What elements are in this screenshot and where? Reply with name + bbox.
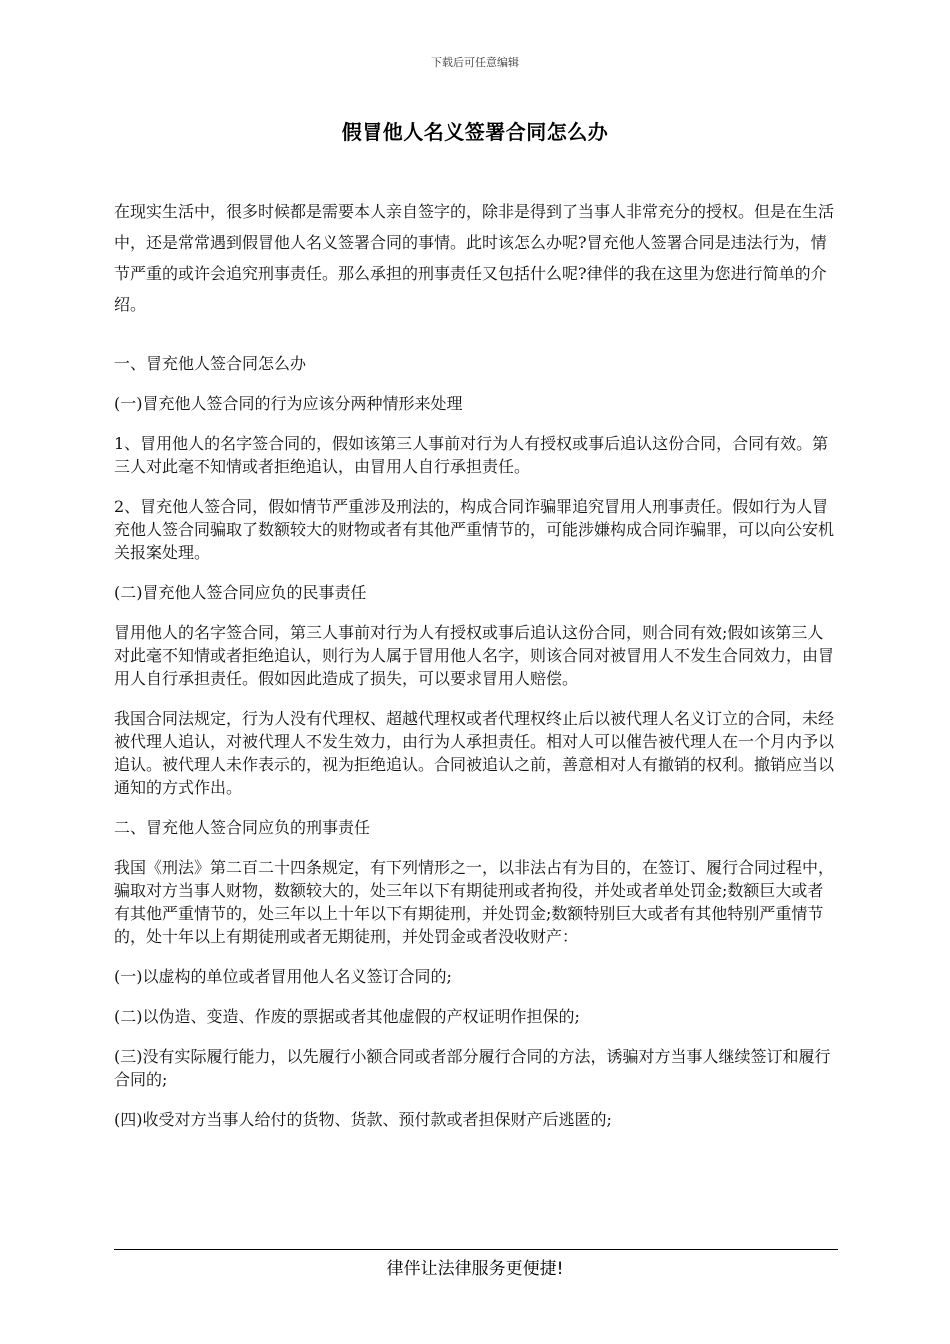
- list-item-1: (一)以虚构的单位或者冒用他人名义签订合同的;: [114, 967, 452, 986]
- document-title: 假冒他人名义签署合同怎么办: [341, 120, 609, 144]
- list-item-3: (三)没有实际履行能力，以先履行小额合同或者部分履行合同的方法，诱骗对方当事人继续签订和履行合同的;: [114, 1047, 831, 1089]
- footer-divider: [114, 1249, 838, 1250]
- header-note: 下载后可任意编辑: [431, 56, 519, 69]
- document-body: [114, 196, 838, 1148]
- subsection-heading-2: (二)冒充他人签合同应负的民事责任: [114, 583, 367, 602]
- paragraph-civil-liability: 冒用他人的名字签合同，第三人事前对行为人有授权或事后追认这份合同，则合同有效;假如该第三人对此毫不知情或者拒绝追认，则行为人属于冒用他人名字，则该合同对被冒用人不发生合同效力，由冒用人自行承担责任。假如因此造成了损失，可以要求冒用人赔偿。: [114, 623, 835, 688]
- paragraph-contract-law: 我国合同法规定，行为人没有代理权、超越代理权或者代理权终止后以被代理人名义订立的合同，未经被代理人追认，对被代理人不发生效力，由行为人承担责任。相对人可以催告被代理人在一个月内予以追认。被代理人未作表示的，视为拒绝追认。合同被追认之前，善意相对人有撤销的权利。撤销应当以通知的方式作出。: [114, 709, 835, 797]
- paragraph-criminal-law: 我国《刑法》第二百二十四条规定，有下列情形之一，以非法占有为目的，在签订、履行合同过程中，骗取对方当事人财物，数额较大的，处三年以下有期徒刑或者拘役，并处或者单处罚金;数额巨大或者有其他严重情节的，处三年以上十年以下有期徒刑，并处罚金;数额特别巨大或者有其他特别严重情节的，处十年以上有期徒刑或者无期徒刑，并处罚金或者没收财产：: [114, 858, 835, 946]
- paragraph-point-2: 2、冒充他人签合同，假如情节严重涉及刑法的，构成合同诈骗罪追究冒用人刑事责任。假如行为人冒充他人签合同骗取了数额较大的财物或者有其他严重情节的，可能涉嫌构成合同诈骗罪，可以向公安机关报案处理。: [114, 497, 835, 562]
- list-item-2: (二)以伪造、变造、作废的票据或者其他虚假的产权证明作担保的;: [114, 1007, 580, 1026]
- intro-paragraph: 在现实生活中，很多时候都是需要本人亲自签字的，除非是得到了当事人非常充分的授权。但是在生活中，还是常常遇到假冒他人名义签署合同的事情。此时该怎么办呢?冒充他人签署合同是违法行为，情节严重的或许会追究刑事责任。那么承担的刑事责任又包括什么呢?律伴的我在这里为您进行简单的介绍。: [114, 202, 835, 314]
- section-heading-2: 二、冒充他人签合同应负的刑事责任: [114, 818, 371, 837]
- subsection-heading-1: (一)冒充他人签合同的行为应该分两种情形来处理: [114, 394, 463, 413]
- footer-slogan: 律伴让法律服务更便捷!: [386, 1259, 564, 1279]
- section-heading-1: 一、冒充他人签合同怎么办: [114, 354, 307, 373]
- list-item-4: (四)收受对方当事人给付的货物、货款、预付款或者担保财产后逃匿的;: [114, 1110, 612, 1129]
- paragraph-point-1: 1、冒用他人的名字签合同的，假如该第三人事前对行为人有授权或事后追认这份合同，合同有效。第三人对此毫不知情或者拒绝追认，由冒用人自行承担责任。: [114, 434, 829, 476]
